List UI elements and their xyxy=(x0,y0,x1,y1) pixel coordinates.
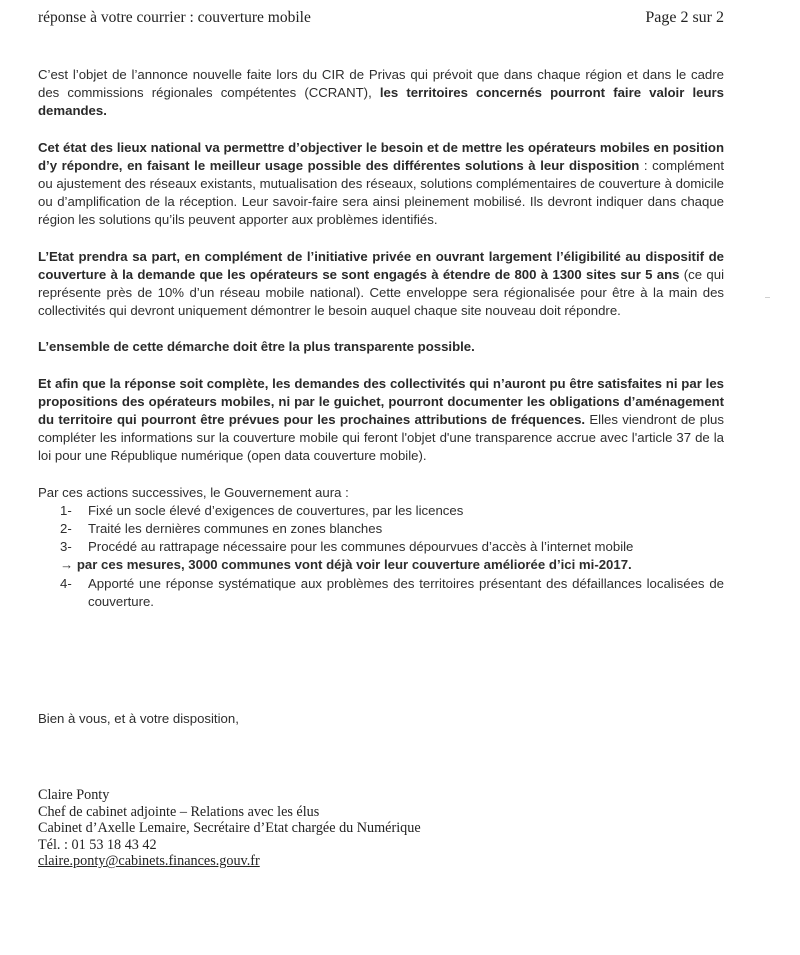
list-item-text: Apporté une réponse systématique aux problèmes des territoires présentant des défaillances localisées de couverture. xyxy=(88,575,724,609)
signatory-email-link[interactable]: claire.ponty@cabinets.finances.gouv.fr xyxy=(38,853,260,870)
actions-intro: Par ces actions successives, le Gouvernement aura : xyxy=(38,484,349,500)
list-number: 1- xyxy=(60,502,72,518)
actions-list xyxy=(38,502,724,611)
paragraph-emphasis: Et afin que la réponse soit complète, les demandes des collectivités qui n’auront pu être satisfaites ni par les propositions des opérateurs mobiles, ni par le guichet, pourront documenter les obligations d’aménagement du territoire qui pourront être prévues pour les prochaines attributions de fréquences. xyxy=(38,375,724,428)
list-item xyxy=(38,520,724,538)
paragraph-etat-part xyxy=(38,248,724,321)
signatory-phone: Tél. : 01 53 18 43 42 xyxy=(38,836,157,853)
paragraph-emphasis: les territoires concernés pourront faire valoir leurs demandes. xyxy=(38,85,725,119)
paragraph-etat-des-lieux xyxy=(38,139,724,230)
page-header xyxy=(38,9,724,31)
paragraph-text: : complément ou ajustement des réseaux existants, mutualisation des réseaux, solutions complémentaires de couverture à domicile ou d’amplification de la réception. Leur savoir-faire sera ainsi pleinement mobilisé. Ils devront indiquer dans chaque région les solutions qu’ils peuvent apporter aux problèmes identifiés. xyxy=(38,157,724,228)
list-number: 2- xyxy=(60,521,72,537)
paragraph-text: (ce qui représente près de 10% d’un réseau mobile national). Cette enveloppe sera régionalisée pour être à la main des collectivités qui devront uniquement démontrer le besoin auquel chaque site nouveau doit répondre. xyxy=(38,266,724,319)
paragraph-text: C’est l’objet de l’annonce nouvelle faite lors du CIR de Privas qui prévoit que dans chaque région et dans le cadre des commissions régionales compétentes (CCRANT), xyxy=(38,67,724,101)
scan-artifact xyxy=(765,297,770,298)
signatory-office: Cabinet d’Axelle Lemaire, Secrétaire d’Etat chargée du Numérique xyxy=(38,820,421,837)
paragraph-emphasis: Cet état des lieux national va permettre d’objectiver le besoin et de mettre les opérateurs mobiles en position d’y répondre, en faisant le meilleur usage possible des différentes solutions à leur disposition xyxy=(38,139,724,173)
letter-body xyxy=(38,66,724,611)
list-item-text: Fixé un socle élevé d’exigences de couvertures, par les licences xyxy=(88,502,464,518)
page-number: Page 2 sur 2 xyxy=(645,9,724,26)
signatory-role: Chef de cabinet adjointe – Relations avec les élus xyxy=(38,803,320,820)
list-number: 4- xyxy=(60,575,72,591)
arrow-right-icon: → xyxy=(60,557,74,573)
paragraph-ccrant xyxy=(38,66,724,121)
paragraph-emphasis: L’Etat prendra sa part, en complément de l’initiative privée en ouvrant largement l’éligibilité au dispositif de couverture à la demande que les opérateurs se sont engagés à étendre de 800 à 1300 sites sur 5 ans xyxy=(38,248,724,282)
list-item-text: Traité les dernières communes en zones blanches xyxy=(88,521,383,537)
paragraph-transparence xyxy=(38,338,724,356)
signature-block xyxy=(38,787,421,870)
closing-line: Bien à vous, et à votre disposition, xyxy=(38,711,239,726)
list-item-text: Procédé au rattrapage nécessaire pour les communes dépourvues d’accès à l’internet mobile xyxy=(88,539,634,555)
list-number: 3- xyxy=(60,539,72,555)
paragraph-text: Elles viendront de plus compléter les informations sur la couverture mobile qui feront l'objet d'une transparence accrue avec l'article 37 de la loi pour une République numérique (open data couverture mobile). xyxy=(38,412,724,464)
list-item xyxy=(38,575,724,611)
list-highlight xyxy=(38,556,724,574)
paragraph-reponse-complete xyxy=(38,375,724,466)
paragraph-emphasis: L’ensemble de cette démarche doit être la plus transparente possible. xyxy=(38,339,475,355)
signatory-name: Claire Ponty xyxy=(38,787,110,803)
list-item xyxy=(38,502,724,520)
letter-subject: réponse à votre courrier : couverture mobile xyxy=(38,9,311,26)
highlight-text: par ces mesures, 3000 communes vont déjà voir leur couverture améliorée d’ici mi-2017. xyxy=(76,557,632,573)
list-item xyxy=(38,538,724,556)
